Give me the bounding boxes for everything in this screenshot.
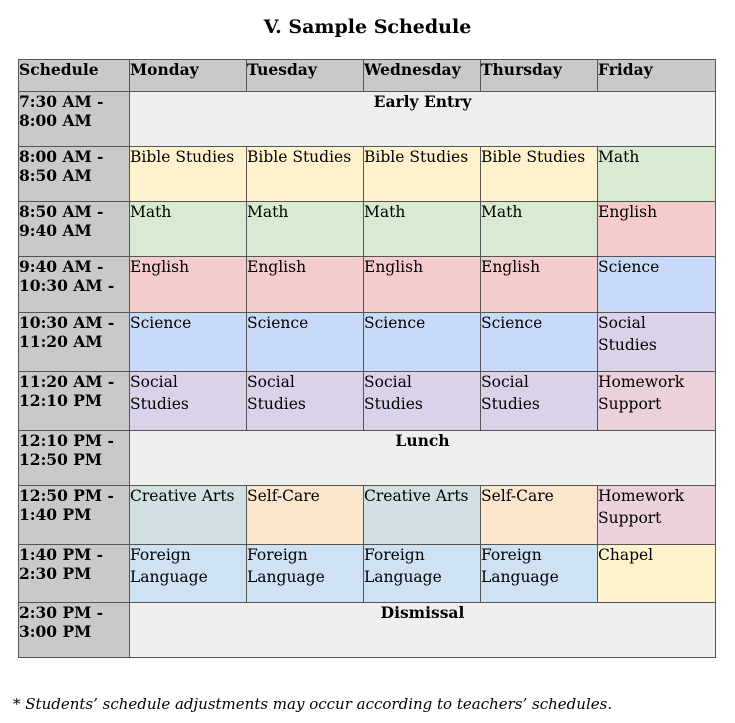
- class-cell-line: Foreign: [364, 546, 425, 564]
- time-slot-line: 1:40 PM: [19, 505, 92, 524]
- header-friday: Friday: [598, 60, 716, 92]
- class-cell-friday: [598, 257, 716, 313]
- time-slot: [19, 545, 130, 603]
- class-cell-tuesday: [247, 147, 364, 202]
- class-cell-wednesday: [364, 486, 481, 545]
- class-cell-line: Homework: [598, 487, 685, 505]
- class-cell-line: Bible Studies: [364, 148, 469, 166]
- all-day-block: Dismissal: [130, 603, 716, 658]
- class-cell-line: Creative Arts: [130, 487, 235, 505]
- class-cell-line: Studies: [598, 335, 657, 354]
- class-cell-thursday: [481, 372, 598, 431]
- class-cell-monday: [130, 372, 247, 431]
- class-cell-line: Social: [481, 373, 529, 391]
- time-slot-line: 2:30 PM -: [19, 603, 104, 622]
- table-row: [19, 545, 716, 603]
- class-cell-friday: [598, 486, 716, 545]
- class-cell-friday: [598, 147, 716, 202]
- class-cell-monday: [130, 486, 247, 545]
- class-cell-thursday: [481, 257, 598, 313]
- time-slot-line: 8:50 AM: [19, 166, 92, 185]
- time-slot: [19, 372, 130, 431]
- time-slot-line: 12:10 PM: [19, 391, 103, 410]
- time-slot-line: 9:40 AM: [19, 221, 92, 240]
- class-cell-line: Bible Studies: [247, 148, 352, 166]
- class-cell-line: Social: [364, 373, 412, 391]
- time-slot-line: 11:20 AM: [19, 332, 103, 351]
- class-cell-line: Studies: [481, 394, 540, 413]
- class-cell-line: Studies: [364, 394, 423, 413]
- time-slot: [19, 202, 130, 257]
- class-cell-line: Chapel: [598, 546, 654, 564]
- time-slot: [19, 603, 130, 658]
- time-slot: [19, 313, 130, 372]
- class-cell-line: Foreign: [481, 546, 542, 564]
- class-cell-line: Language: [481, 567, 559, 586]
- time-slot-line: 12:50 PM: [19, 450, 103, 469]
- class-cell-thursday: [481, 486, 598, 545]
- class-cell-line: Support: [598, 508, 662, 527]
- class-cell-line: English: [364, 258, 424, 276]
- all-day-block: Lunch: [130, 431, 716, 486]
- time-slot-line: 8:00 AM -: [19, 147, 104, 166]
- time-slot-line: 7:30 AM -: [19, 92, 104, 111]
- time-slot-line: 2:30 PM: [19, 564, 92, 583]
- time-slot-line: 10:30 AM -: [19, 276, 115, 295]
- class-cell-line: Math: [247, 203, 289, 221]
- class-cell-line: Science: [130, 314, 192, 332]
- page-title: V. Sample Schedule: [263, 16, 472, 38]
- header-monday: Monday: [130, 60, 247, 92]
- time-slot-line: 3:00 PM: [19, 622, 92, 641]
- header-schedule: Schedule: [19, 60, 130, 92]
- class-cell-line: English: [481, 258, 541, 276]
- class-cell-wednesday: [364, 545, 481, 603]
- class-cell-line: Science: [481, 314, 543, 332]
- class-cell-line: Bible Studies: [481, 148, 586, 166]
- table-row: [19, 257, 716, 313]
- all-day-block: Early Entry: [130, 92, 716, 147]
- class-cell-line: Science: [598, 258, 660, 276]
- class-cell-line: Support: [598, 394, 662, 413]
- class-cell-line: English: [247, 258, 307, 276]
- table-row: [19, 147, 716, 202]
- class-cell-line: Math: [130, 203, 172, 221]
- class-cell-line: Social: [247, 373, 295, 391]
- time-slot-line: 8:50 AM -: [19, 202, 104, 221]
- class-cell-line: Studies: [247, 394, 306, 413]
- class-cell-line: Language: [364, 567, 442, 586]
- class-cell-wednesday: [364, 257, 481, 313]
- time-slot-line: 9:40 AM -: [19, 257, 104, 276]
- header-thursday: Thursday: [481, 60, 598, 92]
- class-cell-line: Science: [364, 314, 426, 332]
- class-cell-line: Math: [481, 203, 523, 221]
- class-cell-monday: [130, 313, 247, 372]
- header-row: [19, 60, 716, 92]
- time-slot-line: 8:00 AM: [19, 111, 92, 130]
- time-slot: [19, 257, 130, 313]
- table-row: [19, 92, 716, 147]
- class-cell-line: Foreign: [247, 546, 308, 564]
- class-cell-line: Bible Studies: [130, 148, 235, 166]
- class-cell-line: Social: [130, 373, 178, 391]
- table-row: [19, 313, 716, 372]
- class-cell-tuesday: [247, 372, 364, 431]
- class-cell-wednesday: [364, 147, 481, 202]
- class-cell-line: Science: [247, 314, 309, 332]
- class-cell-line: Studies: [130, 394, 189, 413]
- table-row: [19, 431, 716, 486]
- table-row: [19, 486, 716, 545]
- class-cell-monday: [130, 147, 247, 202]
- class-cell-thursday: [481, 313, 598, 372]
- class-cell-tuesday: [247, 486, 364, 545]
- class-cell-line: Math: [598, 148, 640, 166]
- class-cell-line: Language: [247, 567, 325, 586]
- class-cell-tuesday: [247, 545, 364, 603]
- class-cell-tuesday: [247, 257, 364, 313]
- time-slot-line: 1:40 PM -: [19, 545, 104, 564]
- time-slot: [19, 431, 130, 486]
- table-row: [19, 603, 716, 658]
- time-slot: [19, 92, 130, 147]
- time-slot: [19, 486, 130, 545]
- schedule-body: [19, 92, 716, 658]
- class-cell-wednesday: [364, 202, 481, 257]
- class-cell-friday: [598, 313, 716, 372]
- time-slot: [19, 147, 130, 202]
- class-cell-line: Math: [364, 203, 406, 221]
- time-slot-line: 11:20 AM -: [19, 372, 115, 391]
- class-cell-line: English: [598, 203, 658, 221]
- class-cell-thursday: [481, 147, 598, 202]
- class-cell-thursday: [481, 202, 598, 257]
- class-cell-wednesday: [364, 313, 481, 372]
- time-slot-line: 12:50 PM -: [19, 486, 114, 505]
- class-cell-wednesday: [364, 372, 481, 431]
- table-row: [19, 372, 716, 431]
- class-cell-line: Self-Care: [247, 487, 320, 505]
- class-cell-thursday: [481, 545, 598, 603]
- class-cell-line: English: [130, 258, 190, 276]
- class-cell-tuesday: [247, 202, 364, 257]
- class-cell-friday: [598, 545, 716, 603]
- class-cell-friday: [598, 202, 716, 257]
- footnote: * Students’ schedule adjustments may occur according to teachers’ schedules.: [13, 695, 613, 713]
- class-cell-monday: [130, 257, 247, 313]
- header-tuesday: Tuesday: [247, 60, 364, 92]
- time-slot-line: 12:10 PM -: [19, 431, 114, 450]
- class-cell-line: Self-Care: [481, 487, 554, 505]
- class-cell-line: Foreign: [130, 546, 191, 564]
- class-cell-line: Language: [130, 567, 208, 586]
- class-cell-line: Creative Arts: [364, 487, 469, 505]
- class-cell-monday: [130, 545, 247, 603]
- class-cell-monday: [130, 202, 247, 257]
- header-wednesday: Wednesday: [364, 60, 481, 92]
- table-row: [19, 202, 716, 257]
- class-cell-line: Social: [598, 314, 646, 332]
- time-slot-line: 10:30 AM -: [19, 313, 115, 332]
- class-cell-tuesday: [247, 313, 364, 372]
- class-cell-friday: [598, 372, 716, 431]
- class-cell-line: Homework: [598, 373, 685, 391]
- schedule-table: [18, 59, 716, 658]
